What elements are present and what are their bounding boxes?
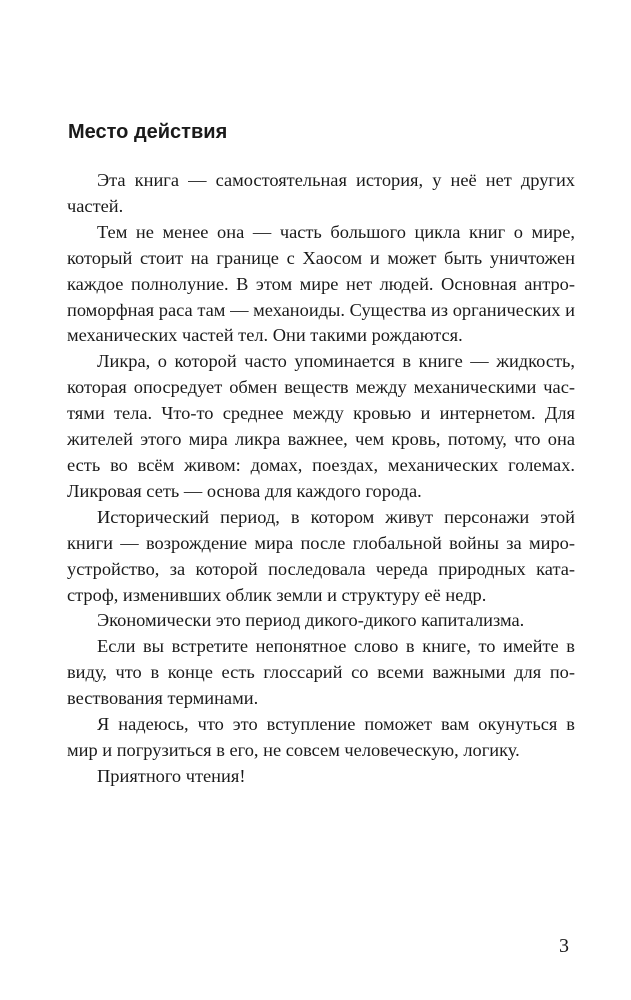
chapter-heading: Место действия bbox=[68, 121, 228, 143]
paragraph-3: Ликра, о которой часто упоминается в книге — жидкость, которая опосредует обмен веществ между механическими частями тела. Что-то среднее между кровью и интернетом. Для жителей этого мира ликра важнее, чем кровь, потому, что она есть во всём живом: домах, поездах, механических големах. Ликровая сеть — основа для каждого города. bbox=[67, 351, 575, 501]
paragraph-1: Эта книга — самостоятельная история, у неё нет других частей. bbox=[67, 170, 575, 216]
paragraph-5: Экономически это период дикого-дикого капитализма. bbox=[97, 610, 525, 631]
paragraph-2: Тем не менее она — часть большого цикла книг о мире, который стоит на границе с Хаосом и может быть уничтожен каждое полнолуние. В этом мире нет людей. Основная антропоморфная раса там — механоиды. Существа из органических и механических частей тел. Они такими рождаются. bbox=[67, 221, 575, 346]
paragraph-6: Если вы встретите непонятное слово в книге, то имейте в виду, что в конце есть глоссарий со всеми важными для повествования терминами. bbox=[67, 636, 575, 709]
paragraph-7: Я надеюсь, что это вступление поможет вам окунуться в мир и погрузиться в его, не совсем человеческую, логику. bbox=[67, 714, 575, 760]
page-number: 3 bbox=[559, 935, 569, 957]
paragraph-4: Исторический период, в котором живут персонажи этой книги — возрождение мира после глобальной войны за мироустройство, за которой последовала череда природных катастроф, изменивших облик земли и структуру её недр. bbox=[67, 506, 575, 605]
body-text bbox=[67, 168, 575, 790]
paragraph-8: Приятного чтения! bbox=[97, 765, 246, 786]
